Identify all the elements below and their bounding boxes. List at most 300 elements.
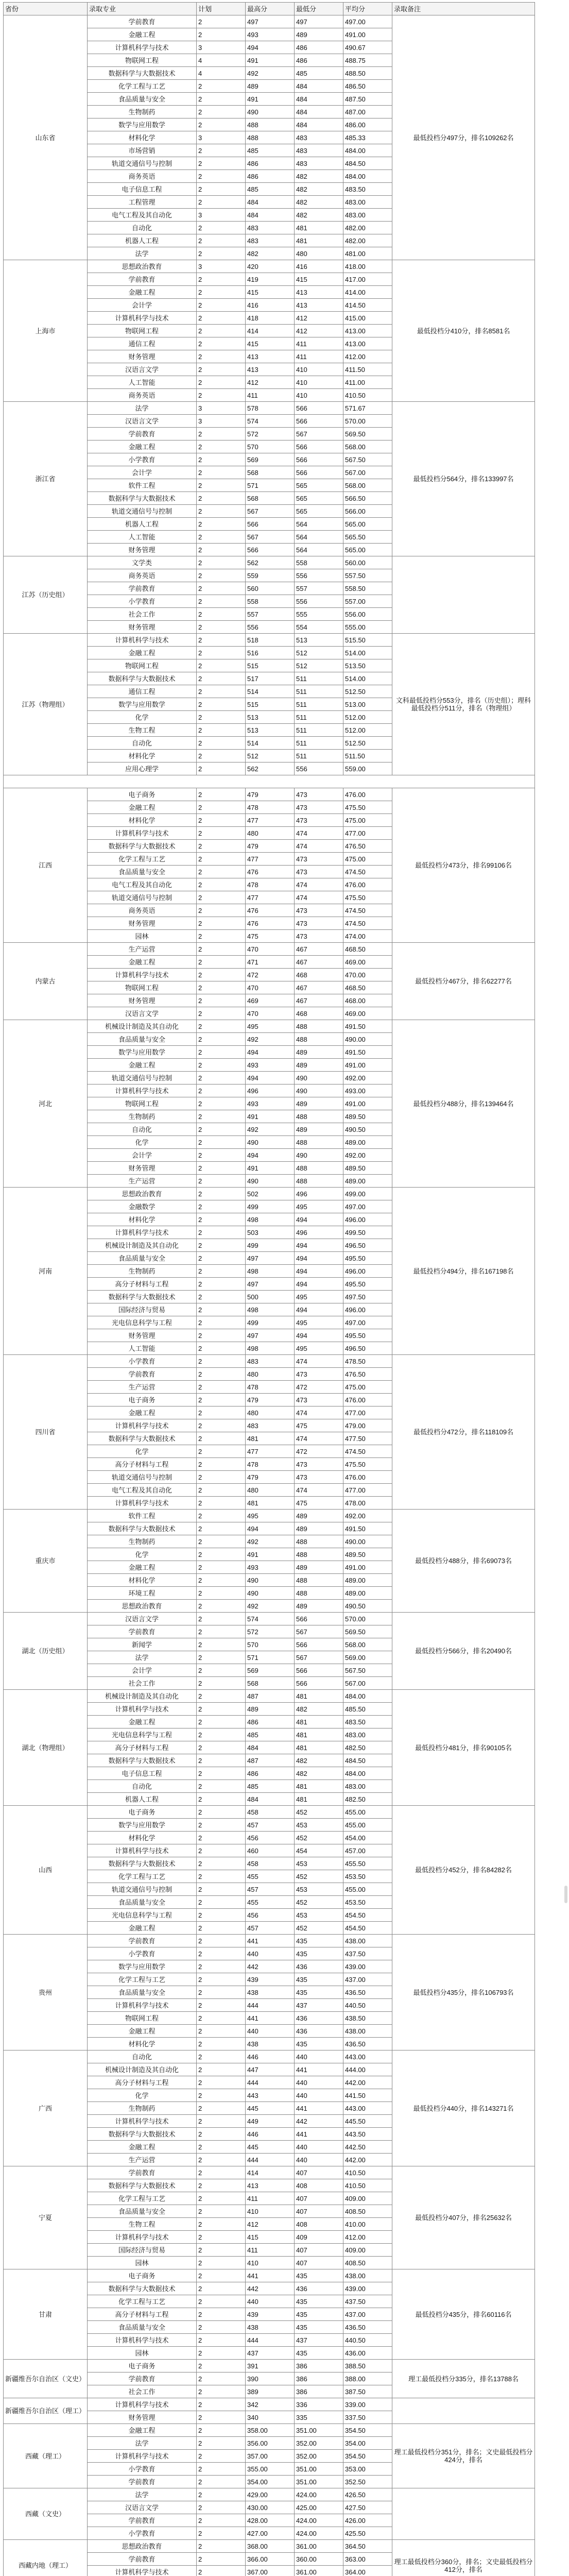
province-cell: 甘肃 [4,2269,88,2360]
scroll-handle[interactable] [564,1886,567,1903]
plan-cell: 2 [197,2282,246,2295]
major-cell: 化学 [88,2089,197,2102]
min-score-cell: 467 [295,994,343,1007]
max-score-cell: 429.00 [246,2488,295,2501]
note-cell: 最低投档分467分，排名62277名 [392,943,535,1020]
max-score-cell: 568 [246,492,295,505]
min-score-cell: 411 [295,337,343,350]
avg-score-cell: 364.00 [343,2566,392,2576]
avg-score-cell: 491.50 [343,1046,392,1059]
min-score-cell: 486 [295,54,343,67]
avg-score-cell: 354.50 [343,2450,392,2463]
avg-score-cell: 499.50 [343,1226,392,1239]
max-score-cell: 516 [246,647,295,659]
major-cell: 数据科学与大数据技术 [88,2282,197,2295]
min-score-cell: 511 [295,698,343,711]
major-cell: 学前教育 [88,1368,197,1381]
min-score-cell: 424.00 [295,2527,343,2540]
plan-cell: 2 [197,1651,246,1664]
max-score-cell: 456 [246,1832,295,1844]
major-cell: 物联网工程 [88,2012,197,2025]
table-row [4,943,535,956]
max-score-cell: 485 [246,183,295,196]
min-score-cell: 435 [295,2038,343,2050]
max-score-cell: 490 [246,1574,295,1587]
note-cell: 最低投档分472分，排名118109名 [392,1355,535,1510]
max-score-cell: 483 [246,1355,295,1368]
major-cell: 光电信息科学与工程 [88,1909,197,1922]
major-cell: 机器人工程 [88,1793,197,1806]
major-cell: 金融工程 [88,2025,197,2038]
plan-cell: 2 [197,183,246,196]
min-score-cell: 481 [295,1716,343,1728]
province-cell: 浙江省 [4,402,88,556]
major-cell: 小学教育 [88,2527,197,2540]
max-score-cell: 512 [246,750,295,762]
avg-score-cell: 408.50 [343,2205,392,2218]
max-score-cell: 490 [246,1587,295,1600]
avg-score-cell: 566.00 [343,505,392,518]
avg-score-cell: 490.67 [343,41,392,54]
avg-score-cell: 569.00 [343,1651,392,1664]
plan-cell: 3 [197,209,246,222]
avg-score-cell: 570.00 [343,1613,392,1625]
min-score-cell: 511 [295,737,343,750]
avg-score-cell: 470.00 [343,969,392,981]
major-cell: 数据科学与大数据技术 [88,67,197,80]
max-score-cell: 517 [246,672,295,685]
major-cell: 化学工程与工艺 [88,1973,197,1986]
min-score-cell: 435 [295,2295,343,2308]
plan-cell: 2 [197,1960,246,1973]
min-score-cell: 453 [295,1883,343,1896]
max-score-cell: 490 [246,106,295,118]
min-score-cell: 468 [295,969,343,981]
min-score-cell: 567 [295,1625,343,1638]
avg-score-cell: 440.50 [343,1999,392,2012]
max-score-cell: 578 [246,402,295,415]
plan-cell: 2 [197,1922,246,1935]
plan-cell: 2 [197,1342,246,1355]
table-row [4,2488,535,2501]
max-score-cell: 514 [246,737,295,750]
avg-score-cell: 570.00 [343,415,392,428]
min-score-cell: 441 [295,2102,343,2115]
note-cell: 最低投档分452分，排名84282名 [392,1806,535,1935]
min-score-cell: 442 [295,2115,343,2128]
major-cell: 社会工作 [88,2385,197,2398]
min-score-cell: 452 [295,1870,343,1883]
max-score-cell: 495 [246,1020,295,1033]
avg-score-cell: 436.50 [343,2038,392,2050]
min-score-cell: 386 [295,2385,343,2398]
major-cell: 化学工程与工艺 [88,853,197,866]
plan-cell: 2 [197,1484,246,1497]
avg-score-cell: 513.00 [343,698,392,711]
avg-score-cell: 483.00 [343,209,392,222]
max-score-cell: 492 [246,1535,295,1548]
avg-score-cell: 410.50 [343,2179,392,2192]
avg-score-cell: 569.50 [343,428,392,440]
note-cell: 理工最低投档分351分，排名；文史最低投档分424分，排名 [392,2424,535,2488]
note-cell: 最低投档分435分，排名60116名 [392,2269,535,2360]
avg-score-cell: 514.00 [343,647,392,659]
max-score-cell: 489 [246,80,295,93]
max-score-cell: 411 [246,2192,295,2205]
min-score-cell: 386 [295,2360,343,2372]
avg-score-cell: 475.50 [343,801,392,814]
min-score-cell: 565 [295,479,343,492]
plan-cell: 2 [197,2553,246,2566]
plan-cell: 2 [197,2295,246,2308]
max-score-cell: 500 [246,1291,295,1303]
plan-cell: 2 [197,1291,246,1303]
major-cell: 生物制药 [88,1535,197,1548]
avg-score-cell: 474.50 [343,1445,392,1458]
avg-score-cell: 496.00 [343,1265,392,1278]
avg-score-cell: 436.50 [343,2321,392,2334]
plan-cell: 2 [197,2141,246,2154]
major-cell: 食品质量与安全 [88,1033,197,1046]
avg-score-cell: 468.00 [343,994,392,1007]
major-cell: 国际经济与贸易 [88,2244,197,2257]
major-cell: 财务管理 [88,621,197,634]
min-score-cell: 437 [295,1999,343,2012]
avg-score-cell: 475.00 [343,853,392,866]
major-cell: 数据科学与大数据技术 [88,2179,197,2192]
avg-score-cell: 443.00 [343,2102,392,2115]
plan-cell: 2 [197,1162,246,1175]
plan-cell: 2 [197,2025,246,2038]
major-cell: 数据科学与大数据技术 [88,1291,197,1303]
max-score-cell: 442 [246,1960,295,1973]
note-cell: 最低投档分410分，排名8581名 [392,260,535,402]
min-score-cell: 484 [295,93,343,106]
plan-cell: 2 [197,479,246,492]
avg-score-cell: 475.00 [343,814,392,827]
table-row [4,260,535,273]
plan-cell: 2 [197,1123,246,1136]
plan-cell: 2 [197,1728,246,1741]
min-score-cell: 488 [295,1162,343,1175]
max-score-cell: 413 [246,2179,295,2192]
major-cell: 汉语言文学 [88,415,197,428]
max-score-cell: 471 [246,956,295,969]
min-score-cell: 473 [295,866,343,878]
max-score-cell: 483 [246,1419,295,1432]
plan-cell: 2 [197,28,246,41]
avg-score-cell: 486.00 [343,118,392,131]
max-score-cell: 430.00 [246,2501,295,2514]
max-score-cell: 560 [246,582,295,595]
min-score-cell: 490 [295,1072,343,1084]
plan-cell: 2 [197,1432,246,1445]
min-score-cell: 473 [295,814,343,827]
province-cell: 新疆维吾尔自治区（理工） [4,2398,88,2424]
max-score-cell: 410 [246,2257,295,2269]
plan-cell: 2 [197,286,246,299]
avg-score-cell: 488.75 [343,54,392,67]
max-score-cell: 412 [246,376,295,389]
plan-cell: 2 [197,1303,246,1316]
min-score-cell: 452 [295,1832,343,1844]
major-cell: 财务管理 [88,544,197,556]
max-score-cell: 492 [246,67,295,80]
max-score-cell: 449 [246,2115,295,2128]
avg-score-cell: 496.50 [343,1342,392,1355]
plan-cell: 2 [197,2205,246,2218]
avg-score-cell: 493.00 [343,1084,392,1097]
max-score-cell: 357.00 [246,2450,295,2463]
max-score-cell: 487 [246,1754,295,1767]
min-score-cell: 407 [295,2244,343,2257]
major-cell: 应用心理学 [88,762,197,775]
plan-cell: 2 [197,2450,246,2463]
avg-score-cell: 364.50 [343,2540,392,2553]
max-score-cell: 457 [246,1819,295,1832]
major-cell: 材料化学 [88,750,197,762]
avg-score-cell: 412.00 [343,350,392,363]
avg-score-cell: 438.00 [343,2025,392,2038]
max-score-cell: 513 [246,711,295,724]
major-cell: 思想政治教育 [88,260,197,273]
min-score-cell: 494 [295,1278,343,1291]
major-cell: 电子信息工程 [88,1767,197,1780]
max-score-cell: 366.00 [246,2553,295,2566]
table-row [4,2269,535,2282]
plan-cell: 2 [197,2063,246,2076]
min-score-cell: 361.00 [295,2540,343,2553]
max-score-cell: 567 [246,505,295,518]
major-cell: 工程管理 [88,196,197,209]
avg-score-cell: 497.00 [343,1316,392,1329]
plan-cell: 2 [197,2463,246,2476]
major-cell: 高分子材料与工程 [88,1458,197,1471]
plan-cell: 2 [197,2102,246,2115]
max-score-cell: 440 [246,2295,295,2308]
max-score-cell: 568 [246,466,295,479]
max-score-cell: 483 [246,234,295,247]
max-score-cell: 490 [246,1175,295,1188]
major-cell: 自动化 [88,737,197,750]
major-cell: 轨道交通信号与控制 [88,505,197,518]
min-score-cell: 488 [295,1548,343,1561]
table-row [4,1690,535,1703]
major-cell: 轨道交通信号与控制 [88,891,197,904]
plan-cell: 2 [197,1059,246,1072]
max-score-cell: 455 [246,1870,295,1883]
table-row [4,1935,535,1947]
avg-score-cell: 483.50 [343,1716,392,1728]
plan-cell: 2 [197,1368,246,1381]
note-cell: 最低投档分564分，排名133997名 [392,402,535,556]
avg-score-cell: 469.00 [343,1007,392,1020]
major-cell: 法学 [88,402,197,415]
max-score-cell: 562 [246,556,295,569]
plan-cell: 2 [197,1033,246,1046]
major-cell: 汉语言文学 [88,2501,197,2514]
plan-cell: 4 [197,67,246,80]
plan-cell: 2 [197,1819,246,1832]
plan-cell: 2 [197,2244,246,2257]
max-score-cell: 494 [246,1046,295,1059]
major-cell: 财务管理 [88,2411,197,2424]
major-cell: 机械设计制造及其自动化 [88,1020,197,1033]
plan-cell: 4 [197,54,246,67]
min-score-cell: 489 [295,1561,343,1574]
min-score-cell: 513 [295,634,343,647]
max-score-cell: 494 [246,1149,295,1162]
min-score-cell: 488 [295,1574,343,1587]
min-score-cell: 556 [295,595,343,608]
major-cell: 高分子材料与工程 [88,1741,197,1754]
min-score-cell: 566 [295,1613,343,1625]
plan-cell: 2 [197,1574,246,1587]
avg-score-cell: 567.50 [343,453,392,466]
min-score-cell: 453 [295,1857,343,1870]
plan-cell: 2 [197,2398,246,2411]
avg-score-cell: 496.50 [343,1239,392,1252]
avg-score-cell: 477.00 [343,1484,392,1497]
avg-score-cell: 489.00 [343,1574,392,1587]
plan-cell: 2 [197,1754,246,1767]
avg-score-cell: 512.00 [343,711,392,724]
min-score-cell: 474 [295,827,343,840]
plan-cell: 2 [197,711,246,724]
plan-cell: 2 [197,93,246,106]
max-score-cell: 491 [246,54,295,67]
major-cell: 计算机科学与技术 [88,2450,197,2463]
min-score-cell: 486 [295,41,343,54]
plan-cell: 2 [197,1767,246,1780]
major-cell: 金融工程 [88,956,197,969]
plan-cell: 2 [197,2411,246,2424]
min-score-cell: 483 [295,131,343,144]
plan-cell: 2 [197,1239,246,1252]
plan-cell: 2 [197,376,246,389]
max-score-cell: 570 [246,440,295,453]
avg-score-cell: 565.50 [343,531,392,544]
max-score-cell: 479 [246,1394,295,1406]
major-cell: 自动化 [88,1123,197,1136]
avg-score-cell: 474.50 [343,866,392,878]
major-cell: 高分子材料与工程 [88,1278,197,1291]
avg-score-cell: 408.50 [343,2257,392,2269]
min-score-cell: 410 [295,363,343,376]
major-cell: 金融工程 [88,28,197,41]
min-score-cell: 436 [295,2025,343,2038]
major-cell: 汉语言文学 [88,363,197,376]
min-score-cell: 488 [295,1020,343,1033]
major-cell: 小学教育 [88,1355,197,1368]
avg-score-cell: 411.00 [343,376,392,389]
min-score-cell: 413 [295,299,343,312]
major-cell: 新闻学 [88,1638,197,1651]
avg-score-cell: 387.50 [343,2385,392,2398]
avg-score-cell: 354.00 [343,2437,392,2450]
plan-cell: 2 [197,956,246,969]
avg-score-cell: 489.00 [343,1587,392,1600]
major-cell: 园林 [88,2257,197,2269]
plan-cell: 2 [197,2360,246,2372]
plan-cell: 2 [197,144,246,157]
major-cell: 物联网工程 [88,325,197,337]
major-cell: 轨道交通信号与控制 [88,1883,197,1896]
max-score-cell: 570 [246,1638,295,1651]
min-score-cell: 557 [295,582,343,595]
plan-cell: 2 [197,2476,246,2488]
min-score-cell: 494 [295,1252,343,1265]
avg-score-cell: 426.00 [343,2514,392,2527]
min-score-cell: 360.00 [295,2553,343,2566]
plan-cell: 2 [197,531,246,544]
avg-score-cell: 569.50 [343,1625,392,1638]
min-score-cell: 441 [295,2128,343,2141]
plan-cell: 2 [197,672,246,685]
major-cell: 计算机科学与技术 [88,1419,197,1432]
avg-score-cell: 483.00 [343,1728,392,1741]
avg-score-cell: 565.00 [343,544,392,556]
avg-score-cell: 486.50 [343,80,392,93]
min-score-cell: 494 [295,1303,343,1316]
avg-score-cell: 438.00 [343,2269,392,2282]
min-score-cell: 489 [295,1046,343,1059]
min-score-cell: 425.00 [295,2501,343,2514]
avg-score-cell: 485.50 [343,1703,392,1716]
max-score-cell: 503 [246,1226,295,1239]
table-row [4,1806,535,1819]
plan-cell: 2 [197,2347,246,2360]
avg-score-cell: 491.50 [343,1522,392,1535]
min-score-cell: 566 [295,415,343,428]
avg-score-cell: 512.50 [343,685,392,698]
major-cell: 财务管理 [88,350,197,363]
min-score-cell: 474 [295,1432,343,1445]
avg-score-cell: 490.50 [343,1123,392,1136]
min-score-cell: 407 [295,2257,343,2269]
max-score-cell: 514 [246,685,295,698]
major-cell: 电气工程及其自动化 [88,1484,197,1497]
avg-score-cell: 477.00 [343,827,392,840]
avg-score-cell: 515.50 [343,634,392,647]
note-cell: 最低投档分435分，排名106793名 [392,1935,535,2050]
avg-score-cell: 495.50 [343,1252,392,1265]
avg-score-cell: 512.00 [343,724,392,737]
max-score-cell: 478 [246,878,295,891]
min-score-cell: 410 [295,389,343,402]
avg-score-cell: 489.50 [343,1548,392,1561]
avg-score-cell: 484.50 [343,1754,392,1767]
plan-cell: 2 [197,1252,246,1265]
major-cell: 生物工程 [88,2218,197,2231]
avg-score-cell: 484.00 [343,1767,392,1780]
plan-cell: 2 [197,1613,246,1625]
plan-cell: 2 [197,389,246,402]
min-score-cell: 454 [295,1844,343,1857]
min-score-cell: 435 [295,1947,343,1960]
min-score-cell: 488 [295,1535,343,1548]
plan-cell: 2 [197,1458,246,1471]
plan-cell: 2 [197,1883,246,1896]
max-score-cell: 491 [246,1162,295,1175]
major-cell: 自动化 [88,1780,197,1793]
plan-cell: 2 [197,1497,246,1510]
note-cell [392,2488,535,2540]
max-score-cell: 443 [246,2089,295,2102]
avg-score-cell: 512.50 [343,737,392,750]
min-score-cell: 495 [295,1200,343,1213]
min-score-cell: 467 [295,943,343,956]
